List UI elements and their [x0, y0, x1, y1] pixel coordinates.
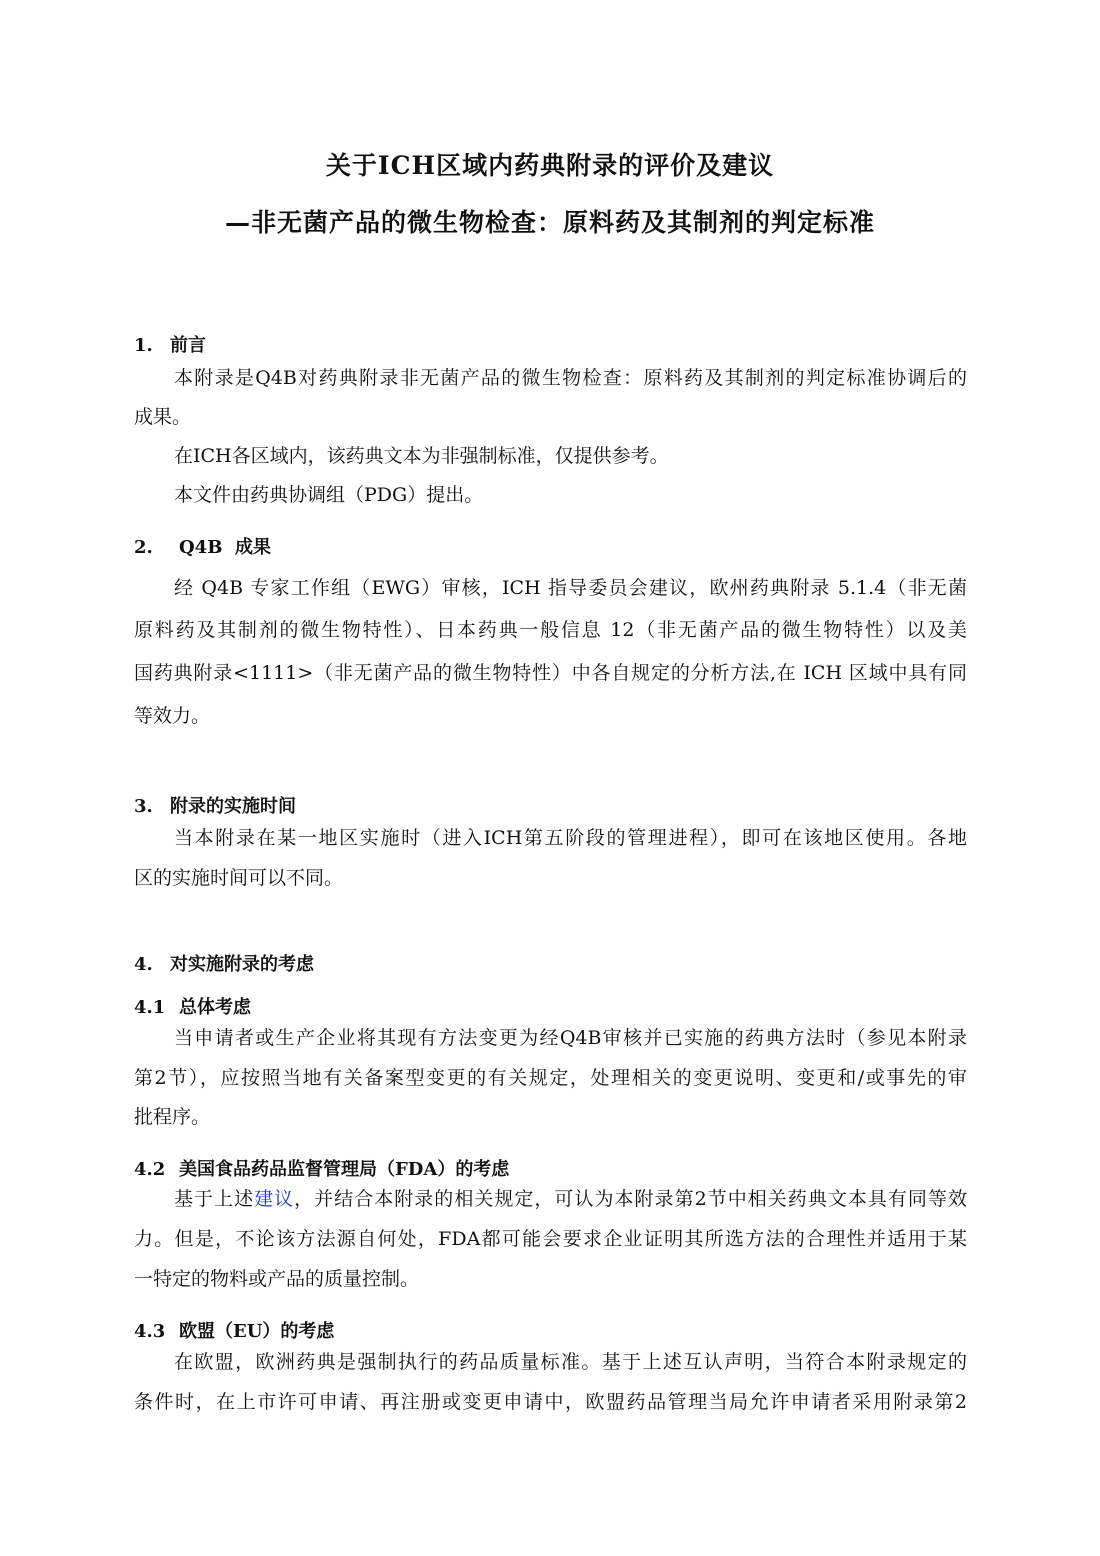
section-4-2-line-prefix: 基于上述: [174, 1188, 255, 1210]
section-4-2-number: 4.2: [134, 1159, 166, 1180]
section-2-heading: [134, 533, 271, 559]
section-4-2-paragraph-line: 力。但是，不论该方法源自何处，FDA都可能会要求企业证明其所选方法的合理性并适用于某: [134, 1228, 967, 1250]
section-3-paragraph-line: 当本附录在某一地区实施时（进入ICH第五阶段的管理进程），即可在该地区使用。各地: [174, 827, 967, 849]
section-2-title: Q4B 成果: [179, 537, 271, 558]
section-2-number: 2.: [134, 537, 153, 558]
section-4-1-title: 总体考虑: [179, 997, 251, 1018]
section-4-2-paragraph-line: [174, 1187, 967, 1211]
section-4-2-title: 美国食品药品监督管理局（FDA）的考虑: [179, 1159, 510, 1180]
section-3-heading: [134, 792, 296, 818]
section-1-paragraph-line: 本文件由药典协调组（PDG）提出。: [174, 484, 484, 506]
section-1-paragraph-line: 成果。: [134, 406, 192, 428]
section-4-number: 4.: [134, 954, 153, 975]
document-subtitle: —非无菌产品的微生物检查：原料药及其制剂的判定标准: [224, 208, 875, 237]
recommendation-link[interactable]: 建议: [254, 1188, 295, 1210]
section-3-number: 3.: [134, 796, 153, 817]
section-4-3-paragraph-line: 在欧盟，欧洲药典是强制执行的药品质量标准。基于上述互认声明，当符合本附录规定的: [174, 1351, 967, 1373]
section-2-paragraph-line: 等效力。: [134, 705, 211, 727]
section-2-paragraph-line: 经 Q4B 专家工作组（EWG）审核，ICH 指导委员会建议，欧州药典附录 5.1.4（非无菌: [174, 577, 967, 599]
section-4-3-paragraph-line: 条件时，在上市许可申请、再注册或变更申请中，欧盟药品管理当局允许申请者采用附录第2: [134, 1391, 967, 1413]
section-4-title: 对实施附录的考虑: [170, 954, 314, 975]
document-title: 关于ICH区域内药典附录的评价及建议: [325, 151, 775, 180]
section-3-paragraph-line: 区的实施时间可以不同。: [134, 867, 344, 889]
section-4-3-title: 欧盟（EU）的考虑: [179, 1321, 335, 1342]
section-2-paragraph-line: 国药典附录<1111>（非无菌产品的微生物特性）中各自规定的分析方法,在 ICH 区域中具有同: [134, 662, 967, 684]
section-4-1-paragraph-line: 第2节），应按照当地有关备案型变更的有关规定，处理相关的变更说明、变更和/或事先的审: [134, 1067, 967, 1089]
section-1-number: 1.: [134, 335, 153, 356]
section-4-2-line-suffix: ，并结合本附录的相关规定，可认为本附录第2节中相关药典文本具有同等效: [294, 1188, 967, 1210]
section-4-3-number: 4.3: [134, 1321, 166, 1342]
section-4-3-heading: [134, 1317, 334, 1343]
section-1-paragraph-line: 在ICH各区域内，该药典文本为非强制标准，仅提供参考。: [174, 445, 669, 467]
section-3-title: 附录的实施时间: [170, 796, 296, 817]
section-1-heading: [134, 331, 206, 357]
section-4-1-paragraph-line: 批程序。: [134, 1106, 211, 1128]
section-4-1-paragraph-line: 当申请者或生产企业将其现有方法变更为经Q4B审核并已实施的药典方法时（参见本附录: [174, 1027, 967, 1049]
section-4-2-paragraph-line: 一特定的物料或产品的质量控制。: [134, 1268, 420, 1290]
section-2-paragraph-line: 原料药及其制剂的微生物特性）、日本药典一般信息 12（非无菌产品的微生物特性）以及美: [134, 619, 967, 641]
section-1-title: 前言: [170, 335, 206, 356]
section-1-paragraph-line: 本附录是Q4B对药典附录非无菌产品的微生物检查：原料药及其制剂的判定标准协调后的: [174, 367, 967, 389]
section-4-1-heading: [134, 993, 251, 1019]
section-4-2-heading: [134, 1155, 509, 1181]
section-4-1-number: 4.1: [134, 997, 166, 1018]
section-4-heading: [134, 950, 314, 976]
